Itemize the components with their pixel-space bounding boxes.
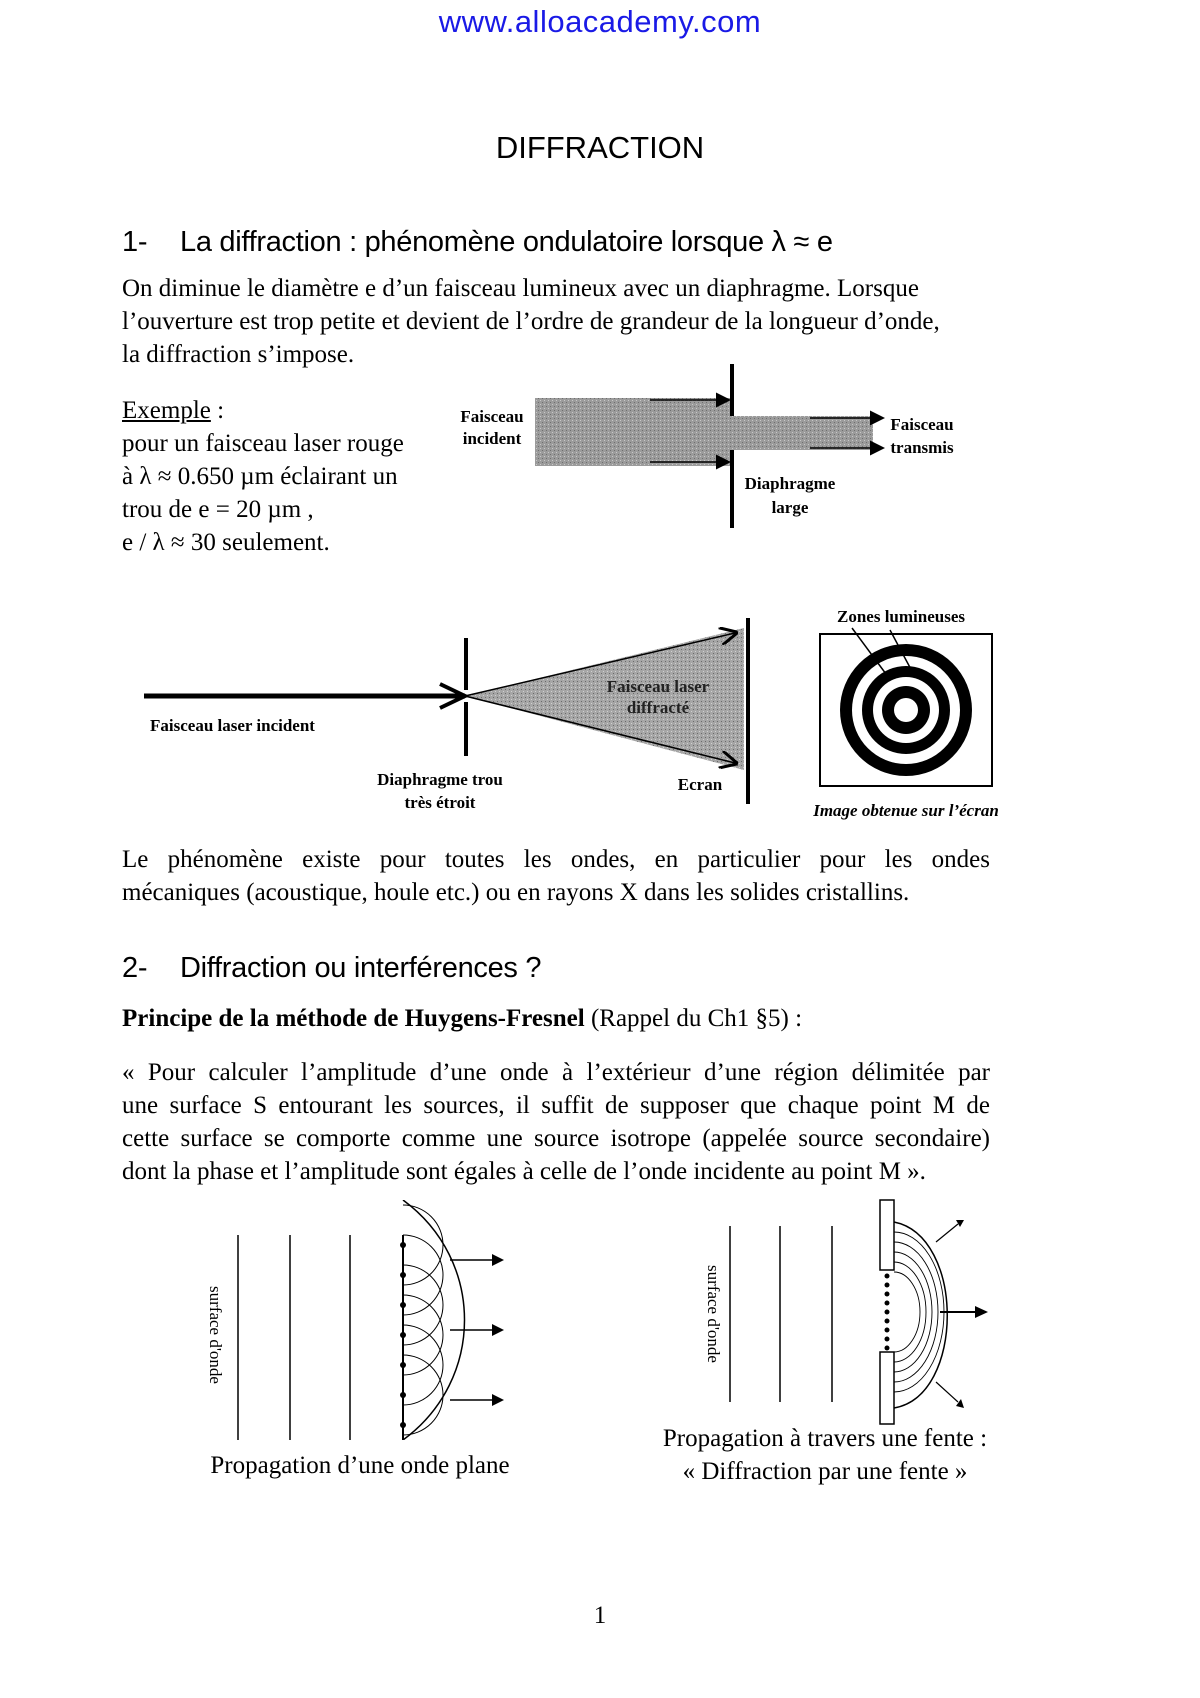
section-1-title: La diffraction : phénomène ondulatoire lorsque λ ≈ e <box>180 226 833 258</box>
slit-caption-line: Propagation à travers une fente : <box>662 1425 988 1452</box>
diaphragm-label-2: large <box>771 498 809 517</box>
example-line: trou de e = 20 µm , <box>122 496 314 523</box>
principle-rest: (Rappel du Ch1 §5) : <box>584 1005 803 1032</box>
section-2-number: 2- <box>122 952 148 984</box>
intro-line: On diminue le diamètre e d’un faisceau lumineux avec un diaphragme. Lorsque <box>122 275 919 302</box>
laser-incident-label: Faisceau laser incident <box>150 716 315 735</box>
incident-beam <box>535 398 733 466</box>
diffracted-label-2: diffracté <box>626 698 690 717</box>
section-1-intro <box>122 272 992 371</box>
example-label: Exemple <box>122 397 211 424</box>
figure-diffraction-rings <box>780 600 1030 830</box>
section-2-heading <box>122 952 541 985</box>
rings-diagram <box>780 600 1030 830</box>
quote-line: dont la phase et l’amplitude sont égales à celle de l’onde incidente au point M ». <box>122 1158 926 1185</box>
zones-label: Zones lumineuses <box>837 607 965 626</box>
narrow-diaphragm-diagram <box>140 608 760 818</box>
slit-caption <box>600 1422 1050 1488</box>
example-line: e / λ ≈ 30 seulement. <box>122 529 330 556</box>
section-1-number: 1- <box>122 226 148 258</box>
section-1-closing <box>122 843 990 909</box>
diffracted-label-1: Faisceau laser <box>606 677 710 696</box>
page-number: 1 <box>593 1602 607 1629</box>
section-1-heading <box>122 226 833 259</box>
principle-line <box>122 1002 992 1035</box>
quote-line: cette surface se comporte comme une source isotrope (appelée source secondaire) <box>122 1125 990 1152</box>
screen-label: Ecran <box>677 775 723 794</box>
narrow-diaphragm-label-1: Diaphragme trou <box>377 770 503 789</box>
slit-lower-wall <box>880 1352 894 1424</box>
huygens-quote <box>122 1056 990 1188</box>
example-line: pour un faisceau laser rouge <box>122 430 404 457</box>
plane-wave-diagram <box>180 1200 540 1440</box>
closing-line: Le phénomène existe pour toutes les ondes, en particulier pour les ondes <box>122 846 990 873</box>
slit-diagram <box>700 1196 1000 1432</box>
example-block <box>122 394 442 559</box>
figure-slit-diffraction <box>700 1196 1000 1432</box>
diaphragm-label-1: Diaphragme <box>744 474 836 493</box>
figure-wide-diaphragm <box>450 362 990 532</box>
transmitted-label-1: Faisceau <box>890 415 954 434</box>
figure-narrow-diaphragm <box>140 608 760 818</box>
plane-wave-caption: Propagation d’une onde plane <box>210 1452 510 1479</box>
example-line: à λ ≈ 0.650 µm éclairant un <box>122 463 398 490</box>
diffracted-beam <box>465 628 744 770</box>
slit-upper-wall <box>880 1200 894 1270</box>
rings-caption: Image obtenue sur l’écran <box>813 801 999 820</box>
intro-line: l’ouverture est trop petite et devient de l’ordre de grandeur de la longueur d’onde, <box>122 308 940 335</box>
incident-label-1: Faisceau <box>460 407 524 426</box>
intro-line: la diffraction s’impose. <box>122 341 355 368</box>
surface-label-left: surface d'onde <box>206 1286 225 1384</box>
example-colon: : <box>210 397 225 424</box>
quote-line: une surface S entourant les sources, il suffit de supposer que chaque point M de <box>122 1092 990 1119</box>
figure-plane-wave <box>180 1200 540 1440</box>
narrow-diaphragm-label-2: très étroit <box>404 793 476 812</box>
quote-line: « Pour calculer l’amplitude d’une onde à l’extérieur d’une région délimitée par <box>122 1059 990 1086</box>
slit-caption-line: « Diffraction par une fente » <box>682 1458 968 1485</box>
incident-label-2: incident <box>462 429 522 448</box>
surface-label-right: surface d'onde <box>704 1265 723 1363</box>
example-heading <box>122 394 442 427</box>
section-2-title: Diffraction ou interférences ? <box>180 952 542 984</box>
wide-diaphragm-diagram <box>450 362 990 532</box>
closing-line: mécaniques (acoustique, houle etc.) ou en rayons X dans les solides cristallins. <box>122 879 910 906</box>
site-link[interactable]: www.alloacademy.com <box>438 4 762 39</box>
transmitted-beam <box>733 416 873 450</box>
principle-bold: Principe de la méthode de Huygens-Fresnel <box>122 1005 585 1032</box>
page-title: DIFFRACTION <box>495 130 705 165</box>
transmitted-label-2: transmis <box>890 438 954 457</box>
